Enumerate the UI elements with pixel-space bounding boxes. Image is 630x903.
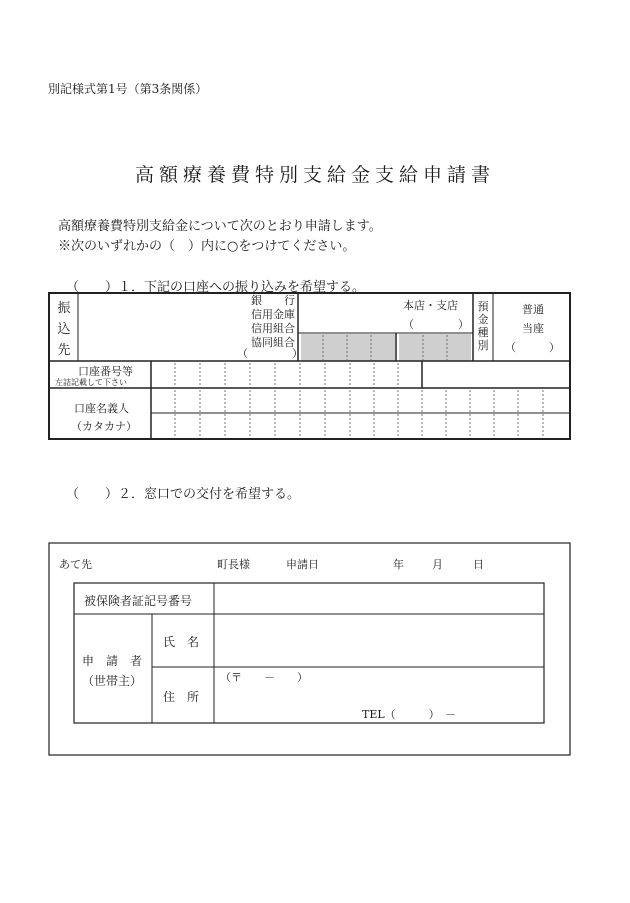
branch-name-paren[interactable]: （ ） <box>403 318 469 331</box>
insured-number-label: 被保険者証記号番号 <box>84 594 193 608</box>
name-label: 氏 名 <box>163 635 200 649</box>
deposit-type-current[interactable]: 当座 <box>522 322 544 335</box>
form-reference: 別記様式第1号（第3条関係） <box>48 82 208 96</box>
bank-name-paren[interactable]: （ ） <box>237 347 303 360</box>
account-number-label: 口座番号等 <box>78 365 133 378</box>
account-number-note: 左詰記載して下さい <box>55 378 127 387</box>
applicant-label: 申 請 者 <box>82 654 143 668</box>
deposit-type-paren[interactable]: （ ） <box>505 341 560 354</box>
deposit-type-ordinary[interactable]: 普通 <box>522 303 544 316</box>
date-day[interactable]: 日 <box>473 558 484 571</box>
date-year[interactable]: 年 <box>393 558 404 571</box>
account-holder-label: 口座名義人 <box>74 402 129 415</box>
household-head-label: （世帯主） <box>82 674 143 688</box>
deposit-type-label: 預 金 種 別 <box>477 300 489 352</box>
branch-label: 本店・支店 <box>403 299 458 312</box>
bank-type-options[interactable]: 銀 行 信用金庫 信用組合 協同組合 <box>251 294 295 349</box>
postal-code-field[interactable]: （〒 － ） <box>220 671 308 684</box>
option-counter-pickup[interactable]: （ ）２．窓口での交付を希望する。 <box>66 487 301 502</box>
instruction-text: ※次のいずれかの（ ）内に○をつけてください。 <box>58 239 356 254</box>
tel-field[interactable]: TEL（ ） － <box>362 708 457 721</box>
intro-text: 高額療養費特別支給金について次のとおり申請します。 <box>58 219 382 234</box>
addressee-label: あて先 <box>59 558 92 571</box>
page-title: 高額療養費特別支給金支給申請書 <box>134 164 495 186</box>
option-bank-transfer[interactable]: （ ）１．下記の口座への振り込みを希望する。 <box>66 280 366 295</box>
transfer-destination-label: 振 込 先 <box>57 301 71 358</box>
application-date-label: 申請日 <box>286 558 319 571</box>
account-holder-kana-note: （カタカナ） <box>71 420 137 433</box>
address-label: 住 所 <box>163 690 200 704</box>
date-month[interactable]: 月 <box>432 558 443 571</box>
town-head-label: 町長様 <box>217 558 250 571</box>
